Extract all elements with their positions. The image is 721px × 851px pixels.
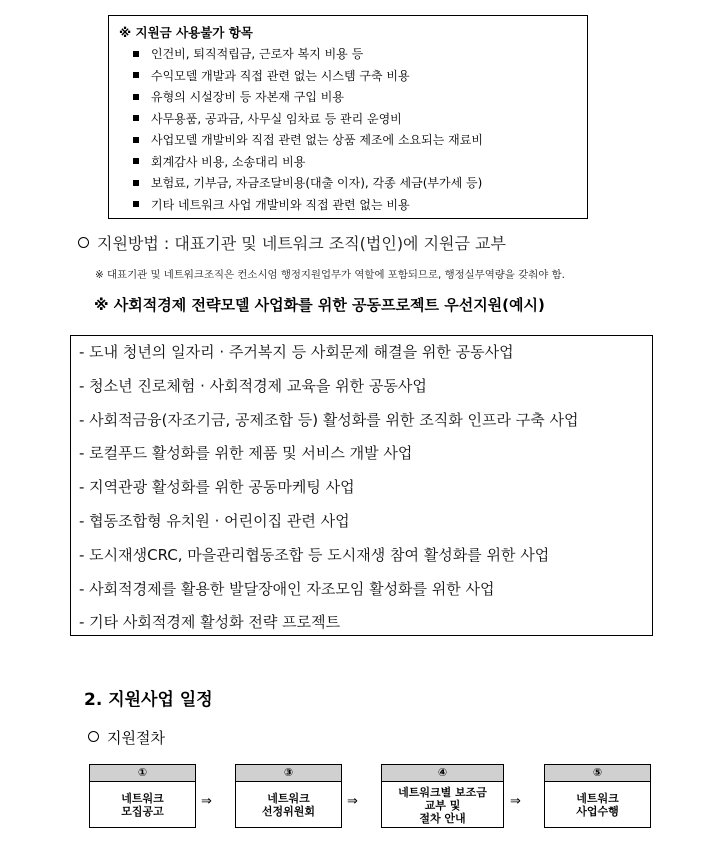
support-method-text: 지원방법 : 대표기관 및 네트워크 조직(법인)에 지원금 교부 <box>97 234 506 253</box>
square-bullet-icon <box>133 51 139 57</box>
arrow-right-icon: ⇒ <box>347 794 358 809</box>
procedure-step-1 <box>89 764 196 828</box>
priority-item: - 도내 청년의 일자리 · 주거복지 등 사회문제 해결을 위한 공동사업 <box>79 343 514 361</box>
step-number: ① <box>90 765 195 782</box>
square-bullet-icon <box>133 180 139 186</box>
priority-item: - 사회적경제를 활용한 발달장애인 자조모임 활성화를 위한 사업 <box>79 579 495 598</box>
unsupported-item: 회계감사 비용, 소송대리 비용 <box>119 152 579 174</box>
arrow-right-icon: ⇒ <box>201 794 212 809</box>
priority-item: - 로컬푸드 활성화를 위한 제품 및 서비스 개발 사업 <box>79 444 413 463</box>
procedure-step-4 <box>381 764 504 828</box>
step-label: 네트워크 선정위원회 <box>261 792 316 818</box>
square-bullet-icon <box>133 158 139 164</box>
priority-item: - 사회적금융(자조기금, 공제조합 등) 활성화를 위한 조직화 인프라 구축 사업 <box>79 410 579 429</box>
square-bullet-icon <box>133 201 139 207</box>
priority-item: - 도시재생CRC, 마을관리협동조합 등 도시재생 참여 활성화를 위한 사업 <box>79 545 550 564</box>
priority-item: - 협동조합형 유치원 · 어린이집 관련 사업 <box>79 511 350 530</box>
support-method-note: ※ 대표기관 및 네트워크조직은 컨소시엄 행정지원업무가 역할에 포함되므로, 행정실무역량을 갖춰야 함. <box>95 269 565 281</box>
square-bullet-icon <box>133 115 139 121</box>
section-title: 2. 지원사업 일정 <box>84 690 213 710</box>
procedure-step-3 <box>235 764 342 828</box>
procedure-step-5 <box>544 764 651 828</box>
step-number: ③ <box>236 765 341 782</box>
unsupported-items-box <box>108 15 588 219</box>
procedure-text: 지원절차 <box>107 729 165 747</box>
unsupported-title: ※ 지원금 사용불가 항목 <box>119 25 253 40</box>
unsupported-item: 사무용품, 공과금, 사무실 임차료 등 관리 운영비 <box>119 109 579 131</box>
step-number: ⑤ <box>545 765 650 782</box>
step-number: ④ <box>382 765 503 782</box>
unsupported-item: 기타 네트워크 사업 개발비와 직접 관련 없는 비용 <box>119 195 579 217</box>
circle-bullet-icon <box>88 731 99 742</box>
priority-item: - 청소년 진로체험 · 사회적경제 교육을 위한 공동사업 <box>79 376 427 395</box>
square-bullet-icon <box>133 72 139 78</box>
priority-item: - 지역관광 활성화를 위한 공동마케팅 사업 <box>79 478 355 497</box>
step-label: 네트워크 사업수행 <box>576 792 619 818</box>
step-label: 네트워크별 보조금 교부 및 절차 안내 <box>398 785 487 825</box>
priority-item: - 기타 사회적경제 활성화 전략 프로젝트 <box>79 613 341 632</box>
priority-projects-box <box>70 335 653 636</box>
square-bullet-icon <box>133 94 139 100</box>
unsupported-item: 보험료, 기부금, 자금조달비용(대출 이자), 각종 세금(부가세 등) <box>119 173 579 195</box>
arrow-right-icon: ⇒ <box>510 794 521 809</box>
unsupported-item: 수익모델 개발과 직접 관련 없는 시스템 구축 비용 <box>119 66 579 88</box>
square-bullet-icon <box>133 137 139 143</box>
priority-title: ※ 사회적경제 전략모델 사업화를 위한 공동프로젝트 우선지원(예시) <box>94 296 545 314</box>
unsupported-item: 사업모델 개발비와 직접 관련 없는 상품 제조에 소요되는 재료비 <box>119 130 579 152</box>
procedure-heading <box>88 727 165 749</box>
unsupported-item: 유형의 시설장비 등 자본재 구입 비용 <box>119 87 579 109</box>
circle-bullet-icon <box>78 237 89 248</box>
step-label: 네트워크 모집공고 <box>121 792 164 818</box>
support-method-line <box>78 232 506 256</box>
unsupported-item: 인건비, 퇴직적립금, 근로자 복지 비용 등 <box>119 44 579 66</box>
